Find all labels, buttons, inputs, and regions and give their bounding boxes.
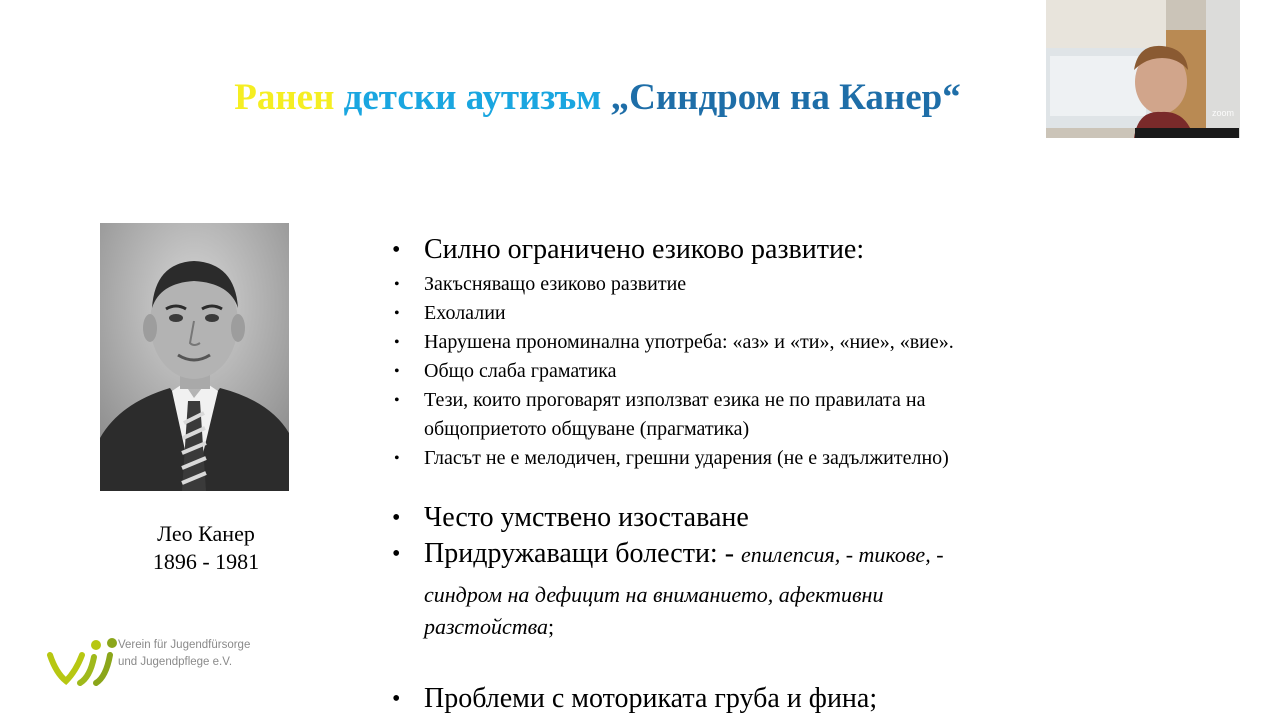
- webcam-thumbnail[interactable]: [1046, 0, 1240, 138]
- comorbidities-italic-1: епилепсия, - тикове, -: [741, 542, 944, 567]
- logo-text-line2: und Jugendpflege e.V.: [118, 656, 233, 668]
- sub-bullet-2: • Ехолалии: [392, 299, 1092, 328]
- slide-title: [0, 76, 1195, 120]
- sub-bullet-3: • Нарушена прономинална употреба: «аз» и «ти», «ние», «вие».: [392, 328, 1092, 357]
- zoom-watermark: zoom: [1211, 108, 1234, 118]
- sub-bullet-5-line2: общоприетото общуване (прагматика): [424, 418, 750, 440]
- comorbidities-italic-2: синдром на дефицит на вниманието, афективни: [424, 582, 884, 607]
- portrait-caption: [106, 520, 306, 576]
- bullet-list: [392, 232, 1092, 717]
- sub-bullet-1: • Закъсняващо езиково развитие: [392, 270, 1092, 299]
- portrait-years: 1896 - 1981: [152, 549, 260, 574]
- sub-bullet-5: [392, 386, 1092, 444]
- comorbidities-tail: ;: [548, 614, 555, 639]
- sub-bullet-5-line1: • Тези, които проговарят използват езика не по правилата на: [424, 389, 926, 411]
- title-part-2: детски аутизъм: [343, 77, 602, 118]
- bullet-language: • Силно ограничено езиково развитие:: [392, 232, 1092, 268]
- logo-text: [118, 637, 250, 671]
- portrait-name: Лео Канер: [157, 521, 255, 546]
- comorbidities-lead: Придружаващи болести: -: [424, 538, 735, 569]
- logo-text-line1: Verein für Jugendfürsorge: [118, 639, 251, 651]
- comorbidities-italic-3: разстойства: [424, 614, 548, 639]
- title-part-1: Ранен: [234, 77, 335, 118]
- sub-bullet-4: • Общо слаба граматика: [392, 357, 1092, 386]
- bullet-intellectual: • Често умствено изоставане: [392, 500, 1092, 536]
- bullet-motor: • Проблеми с моториката груба и фина;: [392, 681, 1092, 717]
- title-part-3: „Синдром на Канер“: [610, 77, 961, 118]
- comorbidities-line3: [424, 611, 1092, 643]
- portrait-photo: [100, 223, 289, 491]
- sub-bullet-6: • Гласът не е мелодичен, грешни ударения (не е задължително): [392, 444, 1092, 473]
- bullet-comorbidities: [392, 536, 1092, 643]
